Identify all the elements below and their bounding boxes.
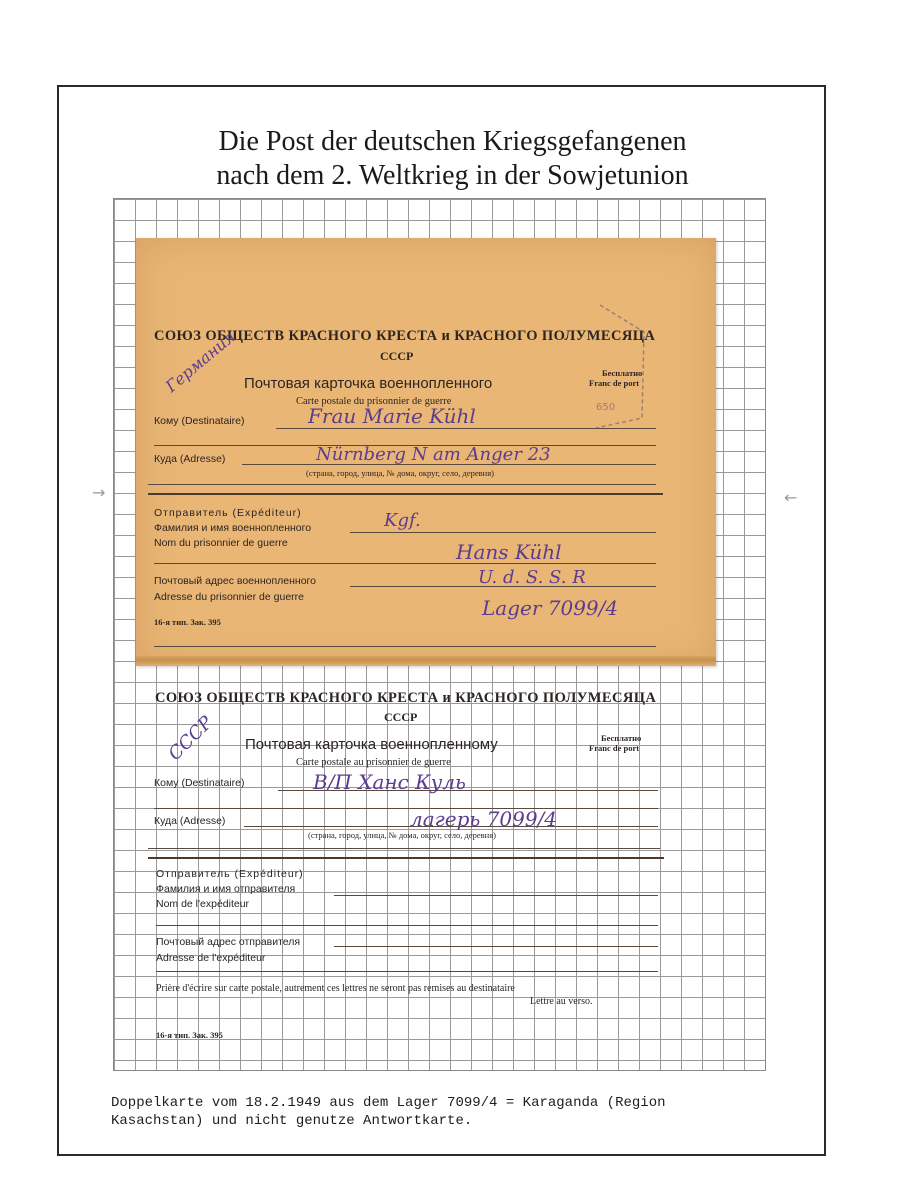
top-bottom-line [154, 646, 656, 647]
top-hand-sender3: U. d. S. S. R [478, 567, 586, 588]
top-hand-sender4: Lager 7099/4 [482, 596, 619, 620]
top-heading-ru: Почтовая карточка военнопленного [244, 375, 493, 392]
top-heading-fr: Carte postale du prisonnier de guerre [296, 396, 452, 407]
caption [111, 1094, 666, 1130]
top-hand-sender2: Hans Kühl [456, 540, 562, 564]
bottom-hand-address: лагерь 7099/4 [410, 807, 558, 831]
top-sender-name-ru: Фамилия и имя военнопленного [154, 522, 312, 534]
top-sender-line1 [350, 532, 656, 533]
bottom-heading-ru: Почтовая карточка военнопленному [245, 736, 498, 753]
bottom-sender-addr-fr: Adresse de l'expéditeur [156, 952, 266, 964]
top-address-label: Куда (Adresse) [154, 453, 226, 465]
right-arrow-icon: ← [784, 488, 798, 507]
bottom-sep-line1 [148, 848, 660, 849]
bottom-sender-line2 [156, 925, 658, 926]
top-hand-country: Германия [161, 327, 239, 396]
top-free-ru: Бесплатно [602, 368, 643, 378]
bottom-sender-name-fr: Nom de l'expéditeur [156, 898, 250, 910]
top-sender-addr-fr: Adresse du prisonnier de guerre [154, 591, 305, 603]
top-free-fr: Franc de port [589, 378, 640, 388]
top-address-hint: (страна, город, улица, № дома, округ, село, деревня) [306, 468, 494, 478]
top-sender-addr-ru: Почтовый адрес военнопленного [154, 575, 316, 587]
bottom-org: СОЮЗ ОБЩЕСТВ КРАСНОГО КРЕСТА и КРАСНОГО ПОЛУМЕСЯЦА [155, 690, 657, 706]
top-sender-label: Отправитель (Expéditeur) [154, 507, 302, 519]
bottom-sep-line2 [148, 857, 664, 859]
bottom-sender-line3 [334, 946, 658, 947]
bottom-free-ru: Бесплатно [601, 733, 642, 743]
bottom-sender-line4 [156, 971, 658, 972]
top-to-label: Кому (Destinataire) [154, 415, 245, 427]
bottom-address-hint: (страна, город, улица, № дома, округ, село, деревня) [308, 830, 496, 840]
page-title-line2: nach dem 2. Weltkrieg in der Sowjetunion [216, 160, 689, 191]
bottom-free-fr: Franc de port [589, 743, 640, 753]
top-hand-sender1: Kgf. [384, 510, 421, 531]
bottom-country: СССР [384, 710, 418, 724]
bottom-sender-name-ru: Фамилия и имя отправителя [156, 883, 296, 895]
postmark-stamp-icon [582, 300, 652, 440]
bottom-sender-addr-ru: Почтовый адрес отправителя [156, 936, 301, 948]
bottom-address-label: Куда (Adresse) [154, 815, 226, 827]
bottom-to-line2 [154, 808, 658, 809]
top-sender-line2 [154, 563, 656, 564]
left-arrow-icon: → [92, 483, 106, 502]
top-hand-to: Frau Marie Kühl [308, 404, 476, 428]
bottom-heading-fr: Carte postale au prisonnier de guerre [296, 757, 451, 768]
caption-line1: Doppelkarte vom 18.2.1949 aus dem Lager 7099/4 = Karaganda (Region [111, 1095, 666, 1111]
bottom-notice2: Lettre au verso. [530, 996, 593, 1007]
bottom-to-label: Кому (Destinataire) [154, 777, 245, 789]
bottom-sender-line1 [334, 895, 658, 896]
page-title-line1: Die Post der deutschen Kriegsgefangenen [218, 126, 687, 157]
top-hand-address: Nürnberg N am Anger 23 [316, 444, 551, 465]
top-country: СССР [380, 349, 414, 363]
top-sep-line1 [148, 484, 656, 485]
bottom-hand-country: СССР [164, 712, 218, 765]
bottom-sender-label: Отправитель (Expéditeur) [156, 868, 304, 880]
bottom-notice: Prière d'écrire sur carte postale, autrement ces lettres ne seront pas remises au destinataire [156, 983, 515, 994]
bottom-hand-to: В/П Ханс Куль [313, 770, 466, 794]
svg-text:650: 650 [596, 402, 616, 413]
top-org: СОЮЗ ОБЩЕСТВ КРАСНОГО КРЕСТА и КРАСНОГО ПОЛУМЕСЯЦА [154, 328, 656, 344]
top-print-note: 16-я тип. Зак. 395 [154, 617, 221, 627]
caption-line2: Kasachstan) und nicht genutze Antwortkarte. [111, 1113, 473, 1129]
bottom-print-note: 16-я тип. Зак. 395 [156, 1030, 223, 1040]
top-sender-name-fr: Nom du prisonnier de guerre [154, 537, 288, 549]
top-sep-line2 [148, 493, 663, 495]
card-fold [136, 656, 716, 664]
